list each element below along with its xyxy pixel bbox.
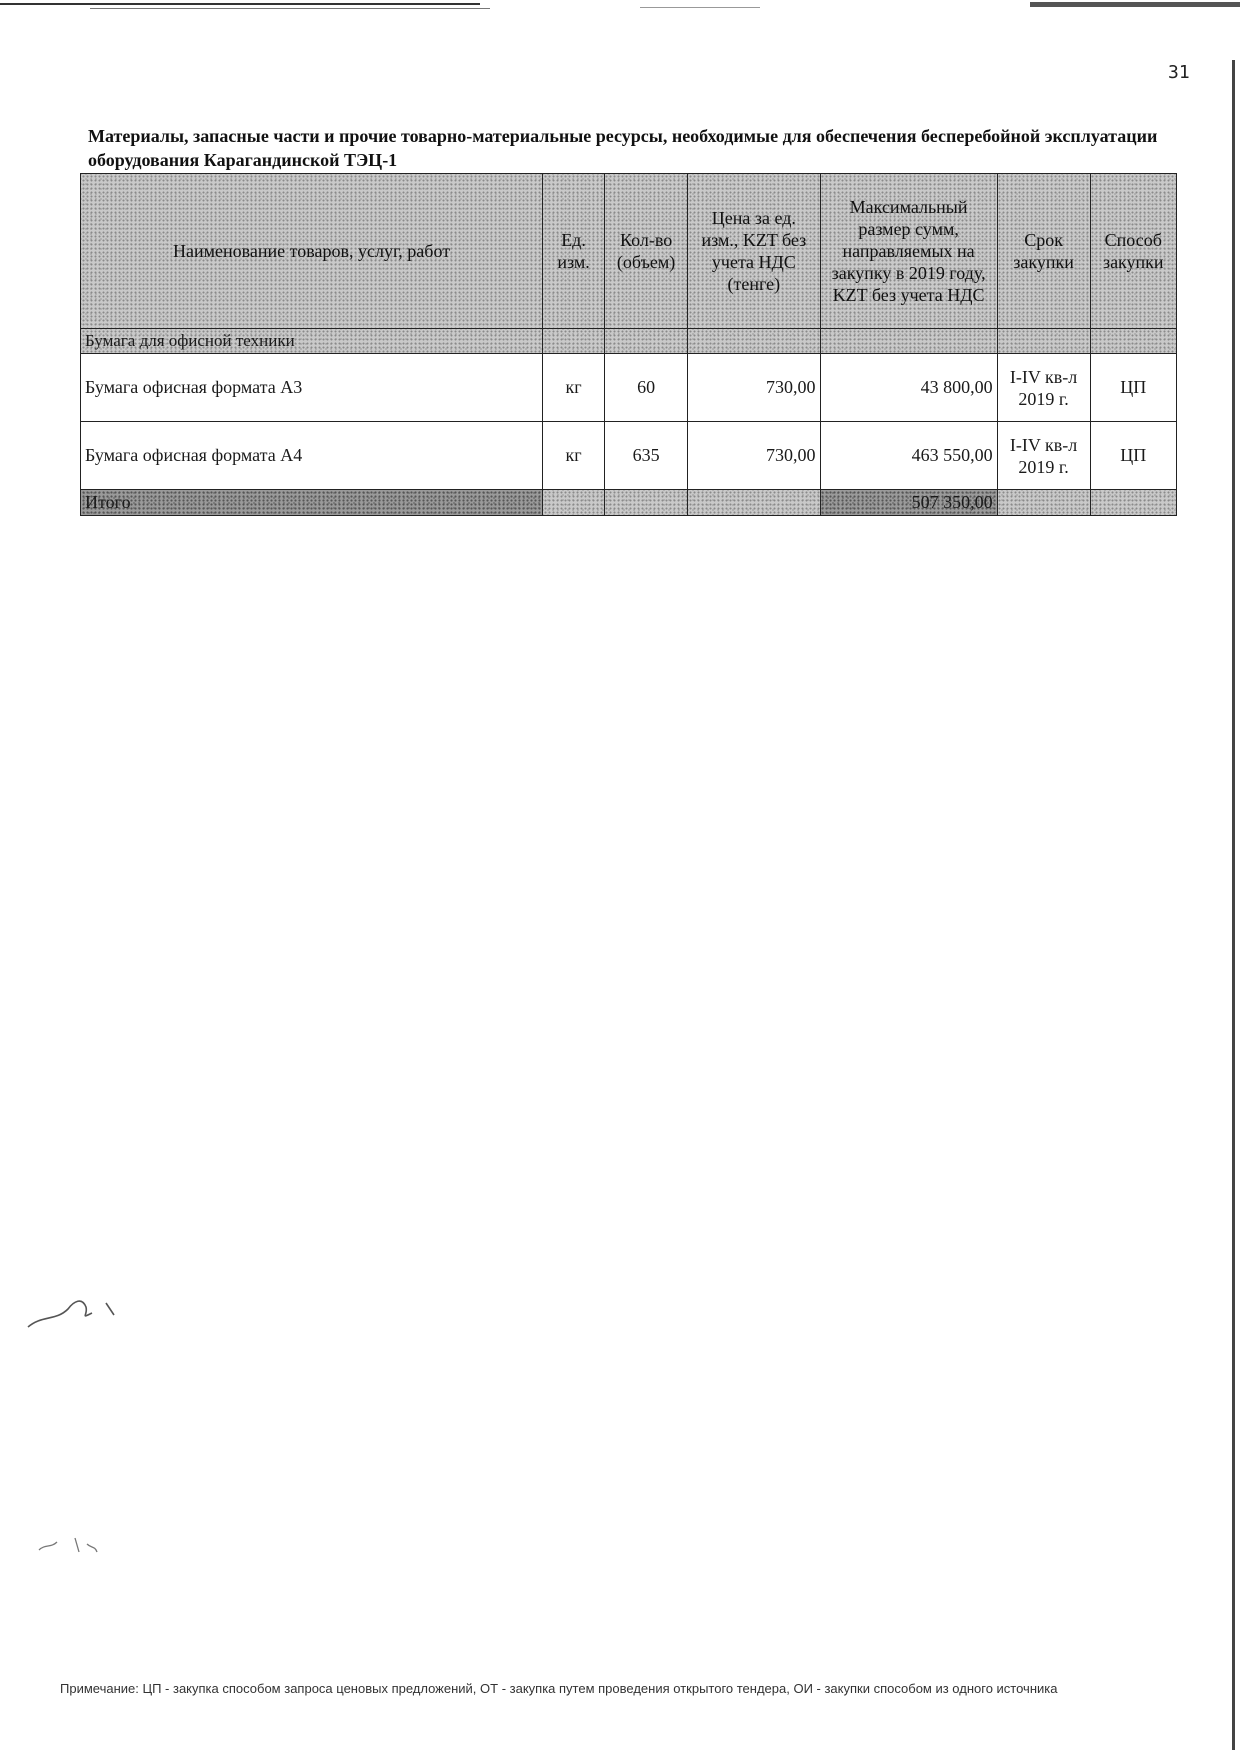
item-name: Бумага офисная формата А3: [81, 354, 543, 422]
item-max-sum: 43 800,00: [820, 354, 997, 422]
item-quantity: 635: [604, 422, 687, 490]
item-price: 730,00: [688, 354, 820, 422]
item-price: 730,00: [688, 422, 820, 490]
table-row: [81, 422, 1177, 490]
header-quantity: Кол-во (объем): [604, 174, 687, 329]
item-method: ЦП: [1090, 422, 1176, 490]
item-quantity: 60: [604, 354, 687, 422]
total-label: Итого: [81, 490, 543, 516]
total-row: [81, 490, 1177, 516]
header-max-sum: Максимальный размер сумм, направляемых на закупку в 2019 году, KZT без учета НДС: [820, 174, 997, 329]
scan-top-edge: [0, 0, 1240, 12]
item-term: I-IV кв-л 2019 г.: [997, 354, 1090, 422]
scan-right-edge: [1232, 60, 1235, 1750]
group-row: [81, 329, 1177, 354]
item-name: Бумага офисная формата А4: [81, 422, 543, 490]
footnote: Примечание: ЦП - закупка способом запроса ценовых предложений, ОТ - закупка путем проведения открытого тендера, ОИ - закупки способом из одного источника: [60, 1681, 1058, 1696]
procurement-table: [80, 173, 1177, 516]
header-name: Наименование товаров, услуг, работ: [81, 174, 543, 329]
item-unit: кг: [543, 354, 605, 422]
pen-mark: [22, 1285, 122, 1335]
header-method: Способ закупки: [1090, 174, 1176, 329]
group-label: Бумага для офисной техники: [81, 329, 543, 354]
table-header-row: [81, 174, 1177, 329]
table-row: [81, 354, 1177, 422]
document-title: Материалы, запасные части и прочие товарно-материальные ресурсы, необходимые для обеспечения бесперебойной эксплуатации оборудования Карагандинской ТЭЦ-1: [88, 126, 1158, 170]
pen-mark: [35, 1530, 115, 1560]
item-max-sum: 463 550,00: [820, 422, 997, 490]
page-number: 31: [1168, 62, 1190, 83]
item-term: I-IV кв-л 2019 г.: [997, 422, 1090, 490]
header-unit: Ед. изм.: [543, 174, 605, 329]
item-unit: кг: [543, 422, 605, 490]
item-method: ЦП: [1090, 354, 1176, 422]
header-price: Цена за ед. изм., KZT без учета НДС (тенге): [688, 174, 820, 329]
total-value: 507 350,00: [820, 490, 997, 516]
header-term: Срок закупки: [997, 174, 1090, 329]
